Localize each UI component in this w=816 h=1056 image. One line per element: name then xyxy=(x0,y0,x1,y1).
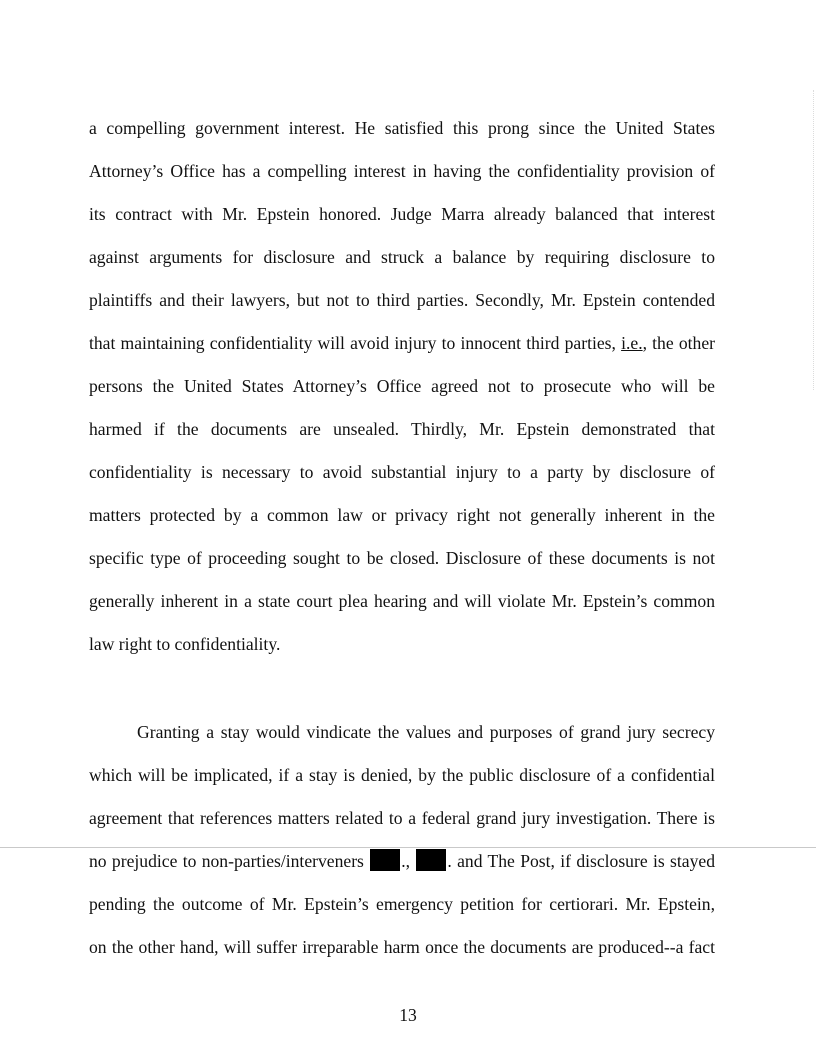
text-line: matters protected by a common law or privacy right not generally inherent in the xyxy=(89,505,715,525)
text-segment: . and The Post, if disclosure is stayed xyxy=(447,851,715,871)
text-segment: no prejudice to non-parties/interveners xyxy=(89,851,370,871)
text-line: a compelling government interest. He satisfied this prong since the United States xyxy=(89,118,715,138)
text-line: pending the outcome of Mr. Epstein’s emergency petition for certiorari. Mr. Epstein, xyxy=(89,894,715,914)
text-line: specific type of proceeding sought to be closed. Disclosure of these documents is not xyxy=(89,548,715,568)
text-segment: , the other xyxy=(642,333,715,353)
redaction-block xyxy=(416,849,446,871)
text-segment: that maintaining confidentiality will avoid injury to innocent third parties, xyxy=(89,333,622,353)
text-line: plaintiffs and their lawyers, but not to third parties. Secondly, Mr. Epstein contended xyxy=(89,290,715,310)
underlined-abbreviation: i.e. xyxy=(621,333,643,353)
page-number: 13 xyxy=(399,1005,417,1025)
paragraph-1 xyxy=(89,107,715,666)
redaction-block xyxy=(370,849,400,871)
paragraph-2 xyxy=(89,711,715,969)
text-line: which will be implicated, if a stay is denied, by the public disclosure of a confidential xyxy=(89,765,715,785)
scan-margin-artifact xyxy=(809,90,814,390)
text-line: against arguments for disclosure and struck a balance by requiring disclosure to xyxy=(89,247,715,267)
text-line: persons the United States Attorney’s Office agreed not to prosecute who will be xyxy=(89,376,715,396)
text-line xyxy=(89,322,715,365)
text-line: confidentiality is necessary to avoid substantial injury to a party by disclosure of xyxy=(89,462,715,482)
text-segment: ., xyxy=(401,851,416,871)
text-line: Attorney’s Office has a compelling interest in having the confidentiality provision of xyxy=(89,161,715,181)
text-line: its contract with Mr. Epstein honored. Judge Marra already balanced that interest xyxy=(89,204,715,224)
text-line: on the other hand, will suffer irreparable harm once the documents are produced--a fact xyxy=(89,937,715,957)
scan-line-divider xyxy=(0,847,816,848)
text-line: generally inherent in a state court plea hearing and will violate Mr. Epstein’s common xyxy=(89,591,715,611)
text-line: law right to confidentiality. xyxy=(89,634,281,654)
text-line: agreement that references matters related to a federal grand jury investigation. There is xyxy=(89,808,715,828)
text-line: Granting a stay would vindicate the values and purposes of grand jury secrecy xyxy=(137,722,715,742)
text-line: harmed if the documents are unsealed. Thirdly, Mr. Epstein demonstrated that xyxy=(89,419,715,439)
